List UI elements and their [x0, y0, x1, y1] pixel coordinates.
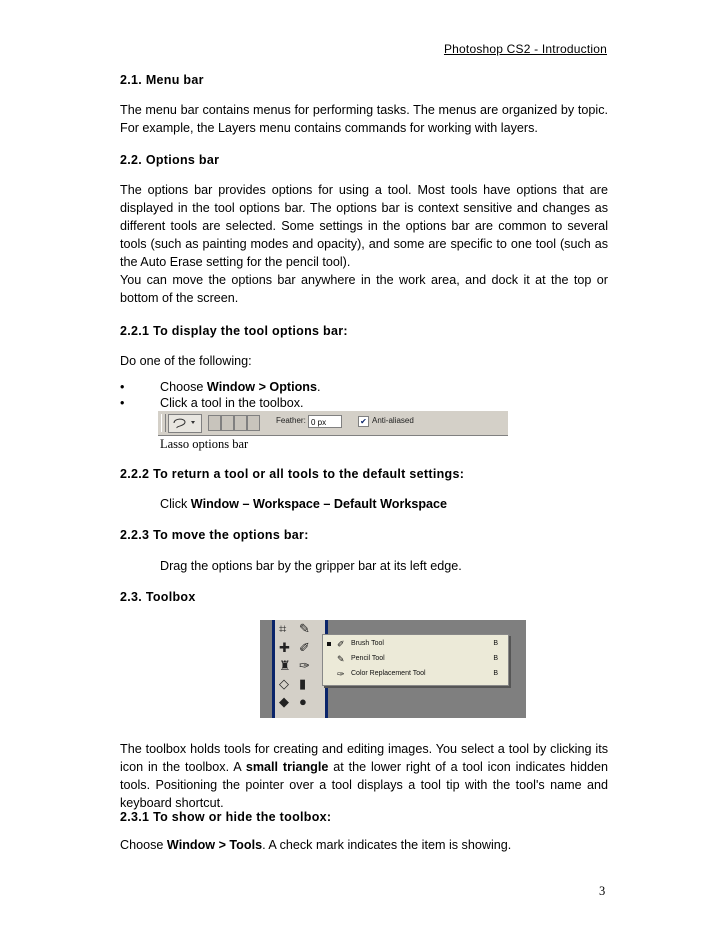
heading-show-hide-toolbox: 2.3.1 To show or hide the toolbox: [120, 810, 332, 824]
para-toolbox [120, 740, 608, 812]
bullet1-pre: Choose [160, 380, 207, 394]
check-mark-post: . A check mark indicates the item is showing. [262, 838, 512, 852]
para-default-workspace [160, 497, 447, 511]
flyout-item-name: Color Replacement Tool [351, 670, 426, 677]
heading-display-options: 2.2.1 To display the tool options bar: [120, 324, 348, 338]
flyout-item-key: B [493, 640, 498, 647]
bullet1-post: . [317, 380, 321, 394]
feather-value: 0 px [308, 415, 342, 428]
slice-icon: ✎ [299, 621, 310, 636]
color-replacement-tool-icon: ✑ [337, 669, 345, 679]
bullet2-text: Click a tool in the toolbox. [160, 396, 304, 410]
blur-icon: ◆ [279, 694, 289, 709]
subtract-selection-icon [234, 415, 247, 431]
toolbox-column [272, 620, 328, 718]
flyout-item-name: Pencil Tool [351, 655, 385, 662]
heading-toolbox: 2.3. Toolbox [120, 590, 196, 604]
gripper-bar [161, 414, 166, 432]
toolbox-post: at the lower right of a tool icon indicates hidden tools. Positioning the pointer over a tool displays a tool tip with the tool's name and keyboard shortcut. [120, 760, 609, 810]
bullet1-bold: Window > Options [206, 380, 317, 394]
choose-pre: Choose [120, 838, 167, 852]
lasso-icon [171, 417, 199, 429]
para-window-tools [120, 836, 608, 854]
brush-tools-flyout [322, 634, 509, 686]
add-selection-icon [221, 415, 234, 431]
eraser-icon: ◇ [279, 676, 289, 691]
anti-aliased-label: Anti-aliased [372, 416, 414, 425]
lasso-tool-preset [168, 414, 202, 433]
anti-aliased-checkbox: ✔ [358, 416, 369, 427]
para-menu-bar: The menu bar contains menus for performing tasks. The menus are organized by topic. For example, the Layers menu contains commands for working with layers. [120, 103, 608, 135]
lasso-options-bar-image [158, 410, 508, 436]
window-tools-bold: Window > Tools [166, 838, 263, 852]
feather-label: Feather: [276, 416, 306, 425]
flyout-item-name: Brush Tool [351, 640, 384, 647]
brush-tool-icon: ✐ [337, 639, 345, 649]
gradient-icon: ▮ [299, 676, 307, 691]
page-number: 3 [599, 884, 606, 898]
bullet-dot: • [120, 380, 125, 394]
dodge-icon: ● [299, 694, 307, 709]
heading-move-options: 2.2.3 To move the options bar: [120, 528, 309, 542]
new-selection-icon [208, 415, 221, 431]
brush-icon: ✐ [299, 640, 310, 655]
flyout-item-color-replacement [323, 667, 508, 681]
flyout-item-pencil [323, 652, 508, 666]
pencil-tool-icon: ✎ [337, 654, 345, 664]
toolbox-pre: The toolbox holds tools for creating and editing images. You select a tool by clicking its icon in the toolbox. A [120, 742, 608, 774]
default-workspace-path: Window – Workspace – Default Workspace [190, 497, 448, 511]
selected-marker [327, 642, 331, 646]
figure-caption-lasso: Lasso options bar [160, 437, 249, 451]
click-pre: Click [160, 497, 191, 511]
running-header: Photoshop CS2 - Introduction [443, 42, 607, 56]
small-triangle-bold: small triangle [245, 760, 329, 774]
stamp-icon: ♜ [279, 658, 291, 673]
toolbox-screenshot [260, 620, 526, 718]
para-options-bar-1: The options bar provides options for using a tool. Most tools have options that are displayed in the tool options bar. The options bar is context sensitive and changes as different tools are selected. Some settings in the options bar are common to several tools (such as painting modes and opacity), and some are specific to one tool (such as the Auto Erase setting for the pencil tool). [120, 183, 608, 269]
bullet-dot: • [120, 396, 125, 410]
flyout-item-brush [323, 637, 508, 651]
flyout-item-key: B [493, 670, 498, 677]
heading-menu-bar: 2.1. Menu bar [120, 73, 204, 87]
heading-options-bar: 2.2. Options bar [120, 153, 220, 167]
heading-default-settings: 2.2.2 To return a tool or all tools to the default settings: [120, 467, 465, 481]
selection-mode-buttons [208, 415, 260, 431]
history-brush-icon: ✑ [299, 658, 310, 673]
para-do-one: Do one of the following: [120, 354, 252, 368]
crop-icon: ⌗ [279, 621, 287, 636]
healing-brush-icon: ✚ [279, 640, 290, 655]
flyout-item-key: B [493, 655, 498, 662]
intersect-selection-icon [247, 415, 260, 431]
para-options-bar-2: You can move the options bar anywhere in the work area, and dock it at the top or bottom of the screen. [120, 273, 608, 305]
para-drag-gripper: Drag the options bar by the gripper bar at its left edge. [160, 559, 462, 573]
